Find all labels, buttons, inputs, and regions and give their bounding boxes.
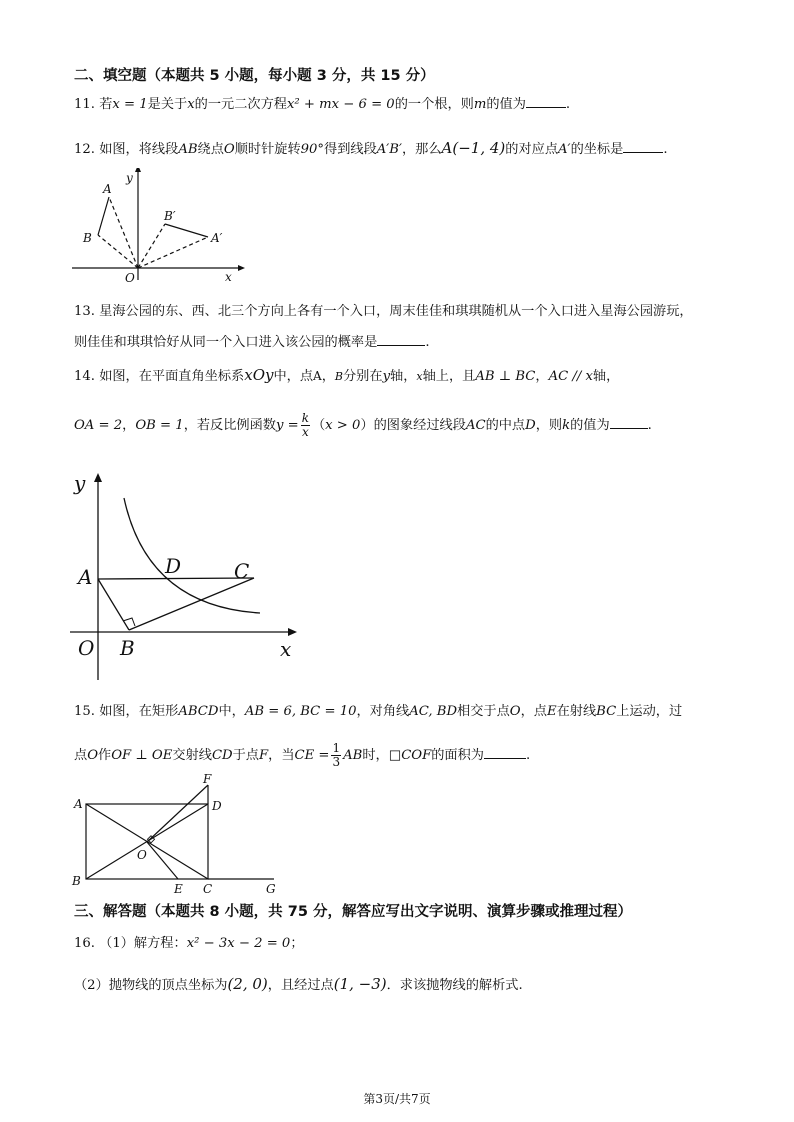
q14-math: y — [382, 369, 391, 384]
q12-point: A(−1, 4) — [441, 139, 506, 157]
fraction-denominator: x — [301, 425, 309, 439]
q15-math: CE = — [294, 748, 330, 763]
hyperbola — [124, 498, 260, 613]
q11-equation: x² + mx − 6 = 0 — [286, 97, 395, 112]
q12-math: 90° — [300, 142, 325, 157]
q14-text: 分别在 — [343, 369, 383, 384]
question-14-line-1 — [74, 366, 619, 386]
q15-text: 交射线 — [172, 748, 212, 763]
q11-text: 的一元二次方程 — [194, 97, 287, 112]
triangle-symbol-placeholder: □ — [388, 748, 402, 763]
q16-point: (1, −3) — [333, 975, 387, 993]
q14-text: ， — [321, 369, 335, 384]
q14-text: ， — [122, 418, 136, 433]
q12-number: 12. — [74, 142, 95, 157]
q14-text: 轴上，且 — [422, 369, 476, 384]
q12-math: O — [223, 142, 235, 157]
q11-text: 的一个根，则 — [394, 97, 474, 112]
q16-text: ，且经过点 — [267, 978, 334, 993]
label-B: B — [120, 636, 135, 660]
q12-math: AB — [178, 142, 198, 157]
q14-text: ，则 — [535, 418, 563, 433]
q15-end: . — [526, 748, 531, 763]
label-A: A — [103, 182, 112, 196]
label-D: D — [212, 799, 222, 813]
question-15-line-1 — [74, 703, 682, 721]
q12-text: 绕点 — [197, 142, 224, 157]
q16-point: (2, 0) — [227, 975, 268, 993]
label-A: A — [74, 797, 83, 811]
q14-text: 如图，在平面直角坐标系 — [99, 369, 245, 384]
page-number: 第3页/共7页 — [363, 1092, 431, 1106]
q15-math: AC, BD — [409, 704, 458, 719]
q16-text: ．求该抛物线的解析式. — [386, 978, 523, 993]
q15-text: ，点 — [520, 704, 547, 719]
label-A: A — [78, 565, 93, 589]
q15-math: E — [546, 704, 557, 719]
q14-number: 14. — [74, 369, 95, 384]
q15-math: O — [509, 704, 521, 719]
label-y: y — [74, 471, 86, 495]
q16-equation: x² − 3x − 2 = 0 — [186, 936, 291, 951]
q12-math: A′B′ — [376, 142, 402, 157]
q11-end: . — [565, 97, 571, 112]
q12-end: . — [663, 142, 668, 157]
q12-text: ，那么 — [401, 142, 442, 157]
fraction-one-third — [331, 742, 341, 769]
question-12 — [74, 139, 668, 159]
question-15-line-2 — [74, 742, 530, 769]
q11-text: 的值为 — [486, 97, 526, 112]
segment-AC — [98, 578, 254, 579]
fraction-denominator: 3 — [332, 755, 341, 769]
segment-AB — [98, 197, 109, 235]
q11-math: x — [187, 97, 195, 112]
label-E: E — [174, 882, 183, 896]
label-B: B — [72, 874, 81, 888]
q14-math: x — [416, 370, 423, 383]
fraction-k-over-x — [301, 412, 310, 439]
label-O: O — [125, 271, 135, 285]
question-16-part-2 — [74, 975, 523, 995]
q12-text: 得到线段 — [324, 142, 377, 157]
label-C: C — [203, 882, 213, 896]
label-A-prime: A′ — [211, 231, 223, 245]
label-O: O — [137, 848, 147, 862]
q12-text: 顺时针旋转 — [234, 142, 301, 157]
q15-math: ABCD — [178, 704, 219, 719]
q14-math: AB ⊥ BC — [475, 369, 536, 384]
label-B-prime: B′ — [164, 209, 176, 223]
q15-math: AB = 6, BC = 10 — [244, 704, 357, 719]
answer-blank — [610, 416, 648, 429]
q14-text: （ — [311, 418, 326, 433]
q11-text: 若 — [99, 97, 113, 112]
label-x: x — [225, 270, 232, 284]
q13-end: . — [425, 335, 430, 350]
q16-text: 16. （1）解方程： — [74, 936, 187, 951]
q11-text: 是关于 — [147, 97, 188, 112]
q14-math: B — [334, 370, 343, 383]
q15-math: CD — [211, 748, 233, 763]
q14-math: OB = 1 — [135, 418, 184, 433]
question-16-part-1 — [74, 935, 304, 953]
q14-math: xOy — [244, 366, 274, 384]
q14-text: 轴， — [592, 369, 620, 384]
answer-blank — [526, 95, 566, 108]
fraction-numerator: 1 — [332, 741, 341, 755]
q14-math: x > 0 — [325, 418, 361, 433]
section-2-header: 二、填空题（本题共 5 小题，每小题 3 分，共 15 分） — [74, 68, 435, 84]
q14-text: ）的图象经过线段 — [360, 418, 466, 433]
q11-number: 11. — [74, 97, 95, 112]
q12-figure — [68, 168, 248, 286]
q15-number: 15. — [74, 704, 95, 719]
label-B: B — [83, 231, 92, 245]
q14-math: AC — [465, 418, 486, 433]
q16-text: ； — [290, 936, 304, 951]
q14-end: . — [647, 418, 652, 433]
segment-OF — [147, 785, 208, 842]
q15-text: 的面积为 — [431, 748, 484, 763]
q14-figure — [68, 468, 308, 688]
segment-AB — [98, 579, 129, 630]
q14-text: 轴， — [390, 369, 417, 384]
q14-math: y = — [276, 418, 299, 433]
q15-text: 时， — [362, 748, 389, 763]
q15-figure — [66, 770, 286, 898]
q14-text: ， — [535, 369, 549, 384]
q15-text: 在射线 — [556, 704, 597, 719]
q13-text: 则佳佳和琪琪恰好从同一个入口进入该公园的概率是 — [74, 335, 378, 350]
q15-text: 上运动，过 — [616, 704, 683, 719]
q15-math: AB — [343, 748, 363, 763]
q14-math: A — [313, 369, 322, 383]
q15-text: 作 — [98, 748, 112, 763]
question-13-line-1: 13. 星海公园的东、西、北三个方向上各有一个入口，周末佳佳和琪琪随机从一个入口进入星海公园游玩， — [74, 304, 693, 319]
q12-text: 如图，将线段 — [99, 142, 179, 157]
q11-math: x = 1 — [112, 97, 148, 112]
q15-text: ，对角线 — [356, 704, 410, 719]
label-C: C — [234, 559, 250, 583]
q11-math: m — [473, 97, 487, 112]
q15-text: 中， — [218, 704, 245, 719]
answer-blank — [623, 140, 663, 153]
fraction-numerator: k — [301, 411, 309, 425]
q14-math: AC // x — [548, 369, 593, 384]
q14-math: k — [562, 418, 571, 433]
q14-text: 的值为 — [570, 418, 610, 433]
q12-text: 的对应点 — [505, 142, 559, 157]
q15-math: OF ⊥ OE — [111, 748, 173, 763]
q14-math: OA = 2 — [74, 418, 123, 433]
q15-text: ，当 — [268, 748, 295, 763]
q15-text: 于点 — [232, 748, 259, 763]
question-13-line-2 — [74, 333, 430, 352]
q12-math: A′ — [558, 142, 571, 157]
answer-blank — [484, 746, 526, 759]
q14-text: 的中点 — [485, 418, 526, 433]
q15-math: COF — [401, 748, 432, 763]
question-14-line-2 — [74, 412, 652, 439]
q14-text: 中，点 — [273, 369, 314, 384]
q16-text: （2）抛物线的顶点坐标为 — [74, 978, 228, 993]
label-O: O — [78, 636, 95, 660]
q15-math: F — [258, 748, 269, 763]
q14-math: D — [525, 418, 536, 433]
label-D: D — [165, 554, 182, 578]
segment-OE — [147, 842, 178, 879]
q15-text: 如图，在矩形 — [99, 704, 179, 719]
answer-blank — [377, 333, 425, 346]
segment-A2B2 — [165, 224, 208, 237]
q14-text: ，若反比例函数 — [183, 418, 276, 433]
label-x: x — [280, 637, 292, 661]
q12-text: 的坐标是 — [570, 142, 624, 157]
q15-math: BC — [596, 704, 617, 719]
q15-math: O — [87, 748, 98, 763]
label-y: y — [126, 171, 133, 185]
label-F: F — [203, 772, 212, 786]
segment-BC — [129, 578, 254, 630]
section-3-header: 三、解答题（本题共 8 小题，共 75 分，解答应写出文字说明、演算步骤或推理过程） — [74, 904, 632, 920]
question-11 — [74, 95, 570, 114]
q15-text: 相交于点 — [457, 704, 510, 719]
label-G: G — [266, 882, 276, 896]
q15-text: 点 — [74, 748, 88, 763]
